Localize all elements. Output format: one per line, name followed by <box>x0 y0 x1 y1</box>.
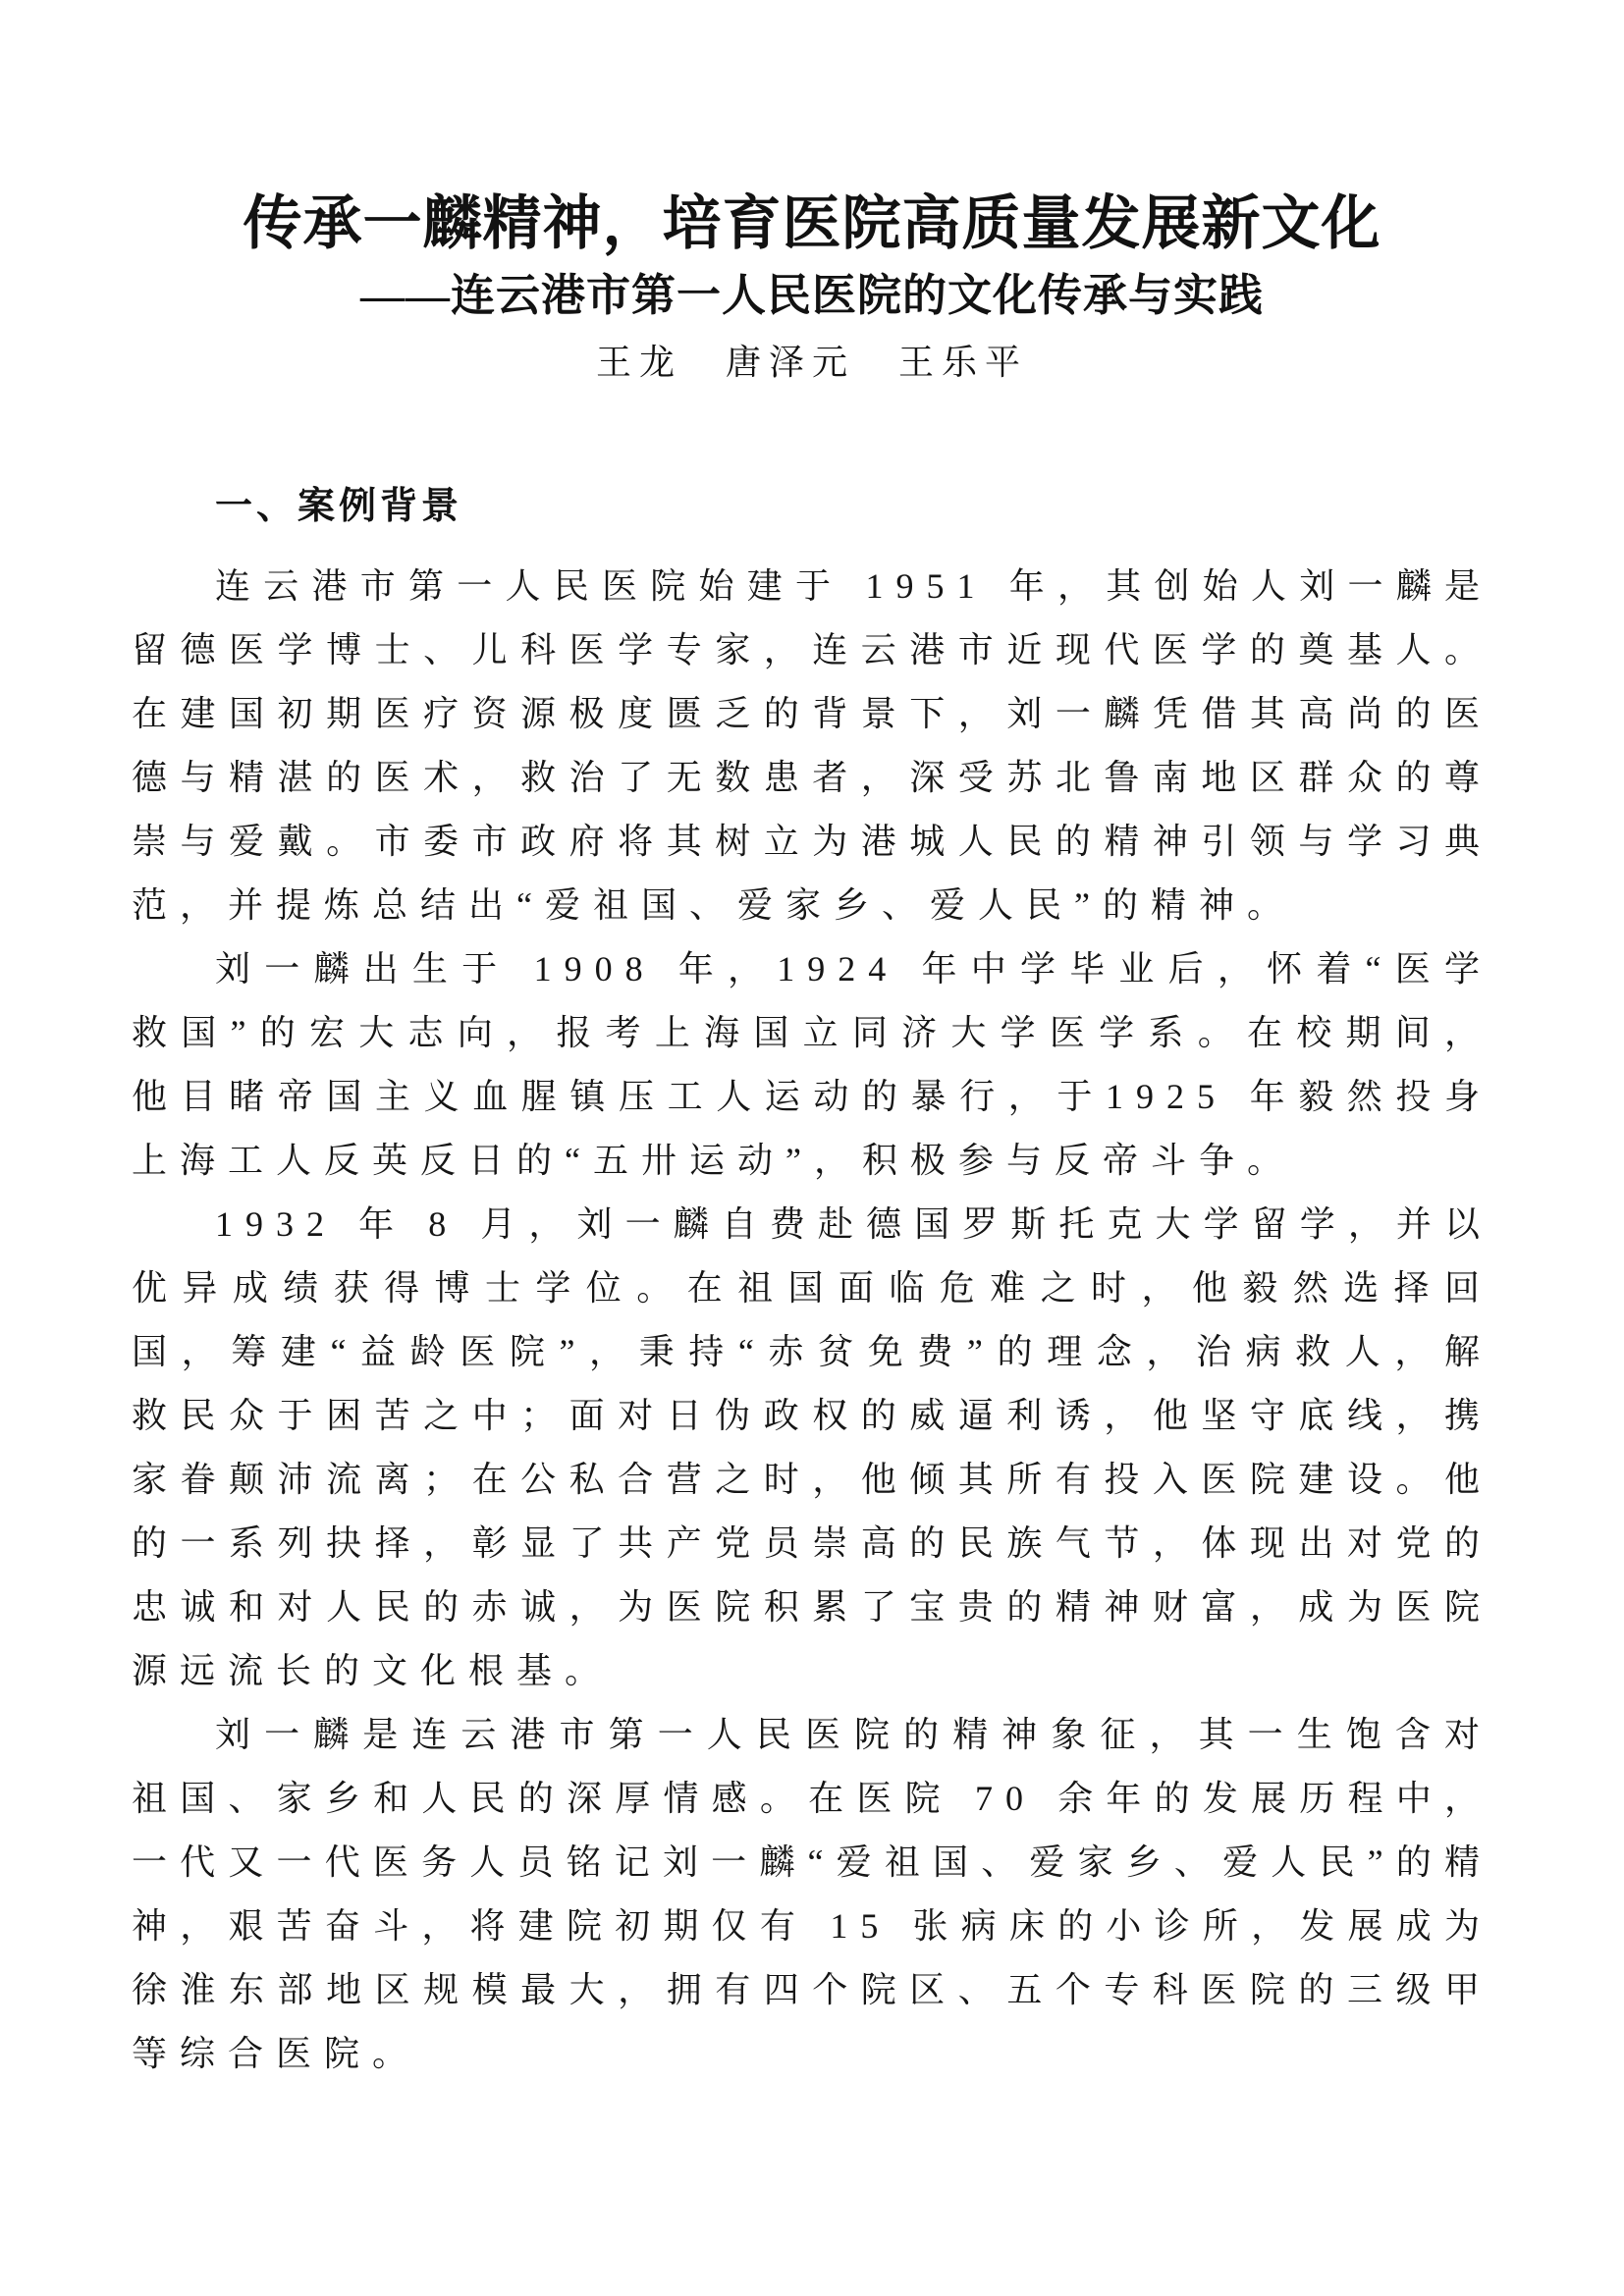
paragraph-hospital-founding: 连云港市第一人民医院始建于 1951 年，其创始人刘一麟是留德医学博士、儿科医学专家，连云港市近现代医学的奠基人。在建国初期医疗资源极度匮乏的背景下，刘一麟凭借其高尚的医德与精湛的医术，救治了无数患者，深受苏北鲁南地区群众的尊崇与爱戴。市委市政府将其树立为港城人民的精神引领与学习典范，并提炼总结出“爱祖国、爱家乡、爱人民”的精神。 <box>132 566 1492 926</box>
section-heading-case-background: 一、案例背景 <box>215 485 463 527</box>
document-title: 传承一麟精神，培育医院高质量发展新文化 <box>243 191 1381 256</box>
document-subtitle: ——连云港市第一人民医院的文化传承与实践 <box>359 270 1264 320</box>
paragraph-spiritual-symbol: 刘一麟是连云港市第一人民医院的精神象征，其一生饱含对祖国、家乡和人民的深厚情感。在医院 70 余年的发展历程中，一代又一代医务人员铭记刘一麟“爱祖国、爱家乡、爱人民”的精神，艰苦奋斗，将建院初期仅有 15 张病床的小诊所，发展成为徐淮东部地区规模最大，拥有四个院区、五个专科医院的三级甲等综合医院。 <box>132 1715 1492 2074</box>
document-authors: 王龙 唐泽元 王乐平 <box>595 343 1028 383</box>
paragraph-study-abroad-and-return: 1932 年 8 月，刘一麟自费赴德国罗斯托克大学留学，并以优异成绩获得博士学位。在祖国面临危难之时，他毅然选择回国，筹建“益龄医院”，秉持“赤贫免费”的理念，治病救人，解救民众于困苦之中；面对日伪政权的威逼利诱，他坚守底线，携家眷颠沛流离；在公私合营之时，他倾其所有投入医院建设。他的一系列抉择，彰显了共产党员崇高的民族气节，体现出对党的忠诚和对人民的赤诚，为医院积累了宝贵的精神财富，成为医院源远流长的文化根基。 <box>132 1204 1492 1691</box>
paragraph-liu-yilin-early-life: 刘一麟出生于 1908 年，1924 年中学毕业后，怀着“医学救国”的宏大志向，报考上海国立同济大学医学系。在校期间，他目睹帝国主义血腥镇压工人运动的暴行，于1925 年毅然投身上海工人反英反日的“五卅运动”，积极参与反帝斗争。 <box>132 949 1492 1181</box>
